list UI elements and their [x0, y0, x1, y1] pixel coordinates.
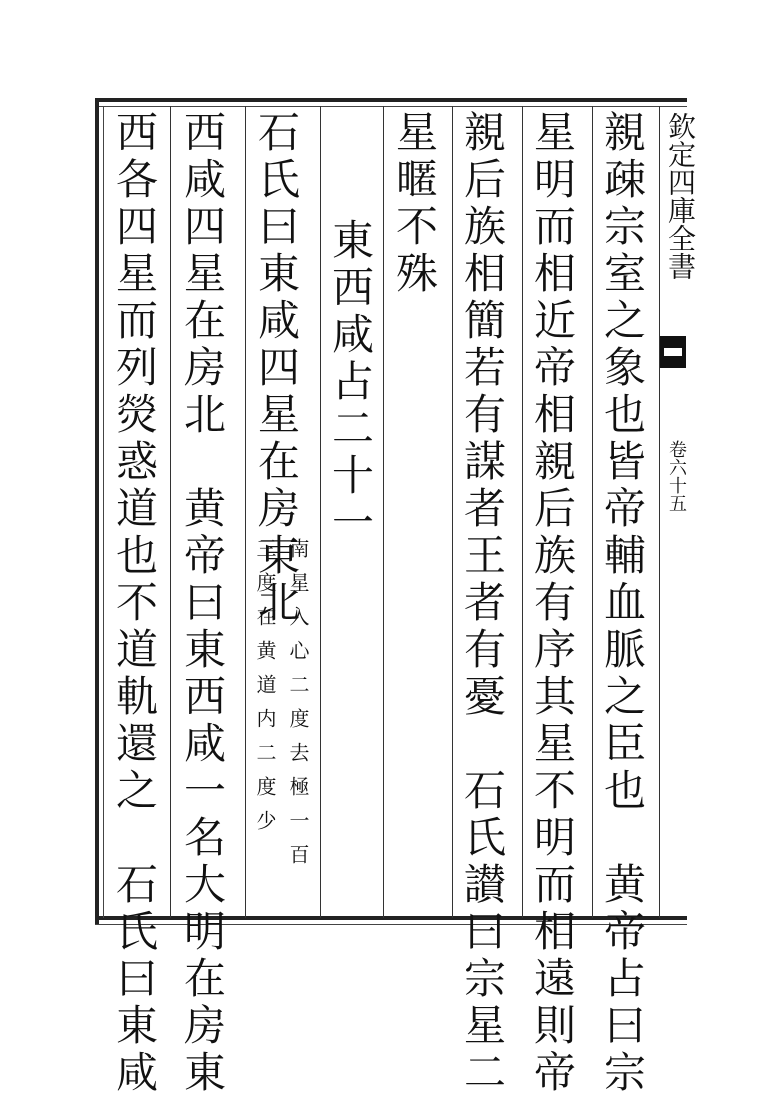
column-rule	[383, 106, 384, 918]
frame-top-border	[95, 98, 687, 102]
frame-left-inner-border	[103, 106, 104, 918]
fish-tail-mark	[660, 336, 686, 368]
section-heading: 東西咸占二十一	[326, 218, 375, 547]
column-rule	[452, 106, 453, 918]
frame-left-border	[95, 98, 99, 924]
margin-volume-number: 卷六十五	[666, 440, 687, 512]
text-column-4: 星暱不殊	[390, 110, 439, 298]
margin-book-title: 欽定四庫全書	[664, 112, 697, 280]
column-rule	[245, 106, 246, 918]
text-column-1: 親疎宗室之象也皆帝輔血脈之臣也 黄帝占曰宗	[598, 110, 647, 1097]
frame-top-inner-border	[95, 106, 687, 107]
annotation-line-2: 三度在黄道内二度少	[253, 538, 277, 844]
text-column-8: 西各四星而列熒惑道也不道軌還之 石氏曰東咸	[110, 110, 159, 1097]
text-column-2: 星明而相近帝相親后族有序其星不明而相遠則帝	[528, 110, 577, 1097]
text-column-3: 親后族相簡若有謀者王者有憂 石氏讃曰宗星二	[458, 110, 507, 1097]
column-rule	[592, 106, 593, 918]
column-rule	[320, 106, 321, 918]
column-rule	[659, 106, 660, 918]
annotation-line-1: 南星入心二度去極一百	[286, 538, 310, 878]
text-column-6: 石氏曰東咸四星在房東北	[252, 110, 301, 627]
column-rule	[170, 106, 171, 918]
text-column-7: 西咸四星在房北 黄帝曰東西咸一名大明在房東	[178, 110, 227, 1097]
column-rule	[522, 106, 523, 918]
